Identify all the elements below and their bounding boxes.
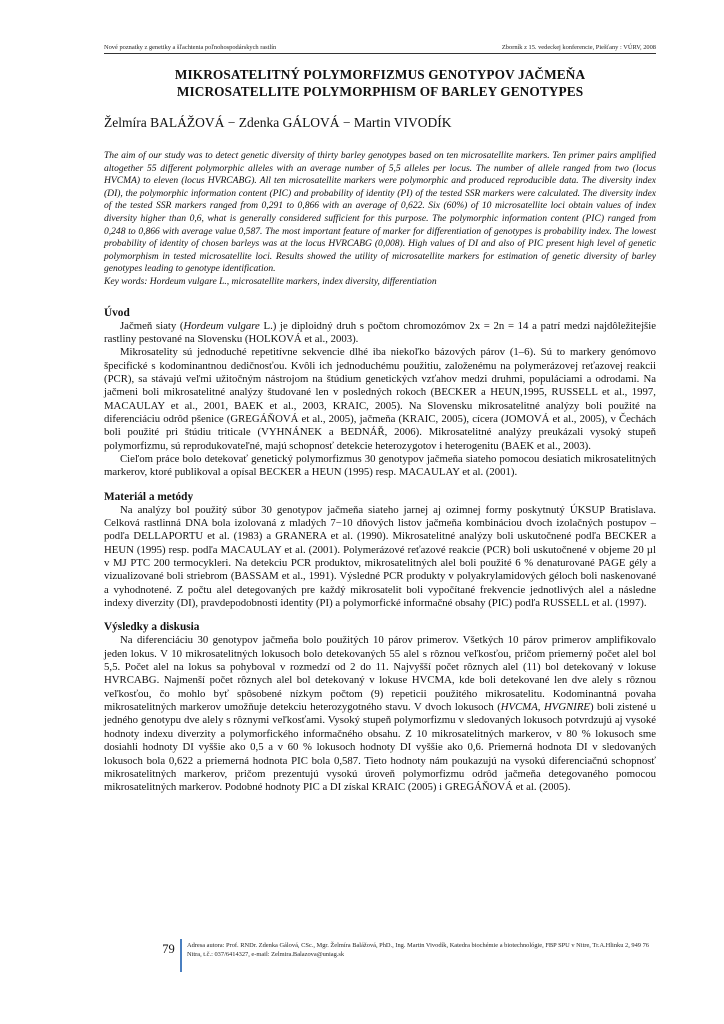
- text: L.) je diploidný druh s počtom chromozómov 2x = 2n = 14 a patrí medzi najdôležitejšie rastliny pestované na Slovensku (HOLKOVÁ et al., 2003).: [104, 319, 656, 345]
- section-heading: Materiál a metódy: [104, 490, 194, 503]
- paper-title: [104, 66, 656, 100]
- running-header-right: Zborník z 15. vedeckej konferencie, Piešťany : VÚRV, 2008: [501, 44, 656, 51]
- authors: Želmíra BALÁŽOVÁ − Zdenka GÁLOVÁ − Martin VIVODÍK: [104, 115, 452, 130]
- text: Na diferenciáciu 30 genotypov jačmeňa bolo použitých 10 párov primerov. Všetkých 10 párov primerov amplifikovalo jeden lokus. V 10 mikrosatelitných lokusoch bolo detekovaných 55 alel s rôznou veľkosťou, pričom priemerný počet alel bol 5,5. Počet alel na lokus sa pohyboval v rozmedzí od 2 do 11. Najvyšší počet rôznych alel (11) bol detekovaný v lokuse HVRCABG. Najmenší počet rôznych alel bol detekovaný v lokuse HVCMA, kde boli detekované len dve alely s rôznou veľkosťou, čo mohlo byť spôsobené nízkym počtom (9) repeticii použitého mikrosatelitu. Kodominantná povaha mikrosatelitných markerov umožňuje detekciu heterozygotného stavu. V dvoch lokusoch (: [104, 634, 656, 714]
- paragraph: [104, 320, 656, 347]
- text: ) boli zistené u jedného genotypu dve alely s rôznymi veľkosťami. Vysoký stupeň polymorfizmu v sledovaných lokusoch potvrdzujú aj vysoké hodnoty indexu diverzity a polymorfického informačného obsahu. Z 10 mikrosatelitných markerov, v 80 % lokusoch sme dosiahli hodnoty DI vyššie ako 0,5 a v 60 % lokusoch hodnoty DI vyššie ako 0,6. Priemerná hodnota DI v sledovaných lokusoch bola 0,622 a priemerná hodnota PIC bola 0,587. Tieto hodnoty nám poukazujú na vysokú diferenciačnú schopnosť mikrosatelitných markerov, pričom prezentujú vysokú úroveň polymorfizmu odrôd jačmeňa detegovaného pomocou mikrosatelitných markerov. Podobné hodnoty PIC a DI získal KRAIC (2005) i GREGÁŇOVÁ et al. (2005).: [104, 701, 656, 794]
- page: [104, 44, 656, 795]
- page-footer: [158, 941, 658, 972]
- italic-text: HVCMA, HVGNIRE: [500, 701, 590, 714]
- paragraph: Mikrosatelity sú jednoduché repetitívne sekvencie dlhé iba niekoľko bázových párov (1–6). Sú to markery genómovo špecifické s kodominantnou dedičnosťou. Kvôli ich jednoduchému použitiu, založenému na polymerázovej reťazovej reakcii (PCR), sa stávajú veľmi užitočným nástrojom na štúdium genetických vzťahov medzi druhmi, populáciami a odrodami. Na jačmeni boli mikrosatelitné analýzy študované len v posledných rokoch (BECKER a HEUN,1995, RUSSELL et al., 1997, MACAULAY et al., 2001, BAEK et al., 2003, KRAIC, 2005). Na Slovensku mikrosatelitné analýzy boli použité na diferenciáciu odrôd pšenice (GREGÁŇOVÁ et al., 2005), jačmeňa (KRAIC, 2005), cícera (JOMOVÁ et al., 2005), v Čechách boli použité pri štúdiu triticale (VYHNÁNEK a BEDNÁŘ, 2006). Mikrosatelitné analýzy preukázali vysoký stupeň polymorfizmu, sú reprodukovateľné, majú schopnosť detekcie heterozygotov i heterogenitu (BAEK et al., 2003).: [104, 346, 656, 452]
- author-address: Adresa autora: Prof. RNDr. Zdenka Gálová, CSc., Mgr. Želmíra Balážová, PhD., Ing. Martin Vivodík, Katedra biochémie a biotechnológie, FBP SPU v Nitre, Tr.A.Hlinku 2, 949 76 Nitra, t.č.: 037/6414327, e-mail: Zelmira.Balazova@uniag.sk: [186, 942, 649, 958]
- abstract-text: The aim of our study was to detect genetic diversity of thirty barley genotypes based on ten microsatellite markers. Ten primer pairs amplified altogether 55 different polymorphic alleles with an average number of 5,5 alleles per locus. The number of allele ranged from two (locus HVCMA) to eleven (locus HVRCABG). All ten microsatellite markers were polymorphic and produced reproducible data. The diversity index (DI), the polymorphic information content (PIC) and probability of identity (PI) of the tested SSR markers were calculated. The diversity index of the tested SSR markers ranged from 0,291 to 0,866 with an average of 0,622. Six (60%) of 10 microsatellite loci obtain values of index diversity higher than 0,6, what is generally considered sufficient for this purpose. The polymorphic information content (PIC) ranged from 0,248 to 0,866 with average value 0,587. The most important feature of marker for differentiation of genotypes is probability index. The lowest probability of identity of chosen barleys was at the locus HVRCABG (0,008). High values of DI and also of PIC present high level of genetic polymorphism in tested microsatellite loci. Results showed the utility of microsatellite markers for estimation of genetic diversity of barley genotypes leading to genotype identification.: [104, 150, 656, 275]
- section-heading: Úvod: [104, 306, 130, 319]
- italic-text: Hordeum vulgare: [183, 319, 260, 332]
- keywords: Key words: Hordeum vulgare L., microsatellite markers, index diversity, differentiation: [104, 275, 437, 287]
- section-introduction: [104, 306, 656, 480]
- section-methods: [104, 490, 656, 611]
- section-results: [104, 620, 656, 794]
- paragraph: Cieľom práce bolo detekovať genetický polymorfizmus 30 genotypov jačmeňa siateho pomocou desiatich mikrosatelitných markerov, ktoré publikoval a opísal BECKER a HEUN (1995) resp. MACAULAY et al. (2001).: [104, 452, 656, 479]
- title-english: MICROSATELLITE POLYMORPHISM OF BARLEY GENOTYPES: [176, 84, 584, 99]
- running-header: [104, 44, 656, 54]
- paragraph: [104, 634, 656, 794]
- title-slovak: MIKROSATELITNÝ POLYMORFIZMUS GENOTYPOV JAČMEŇA: [174, 67, 586, 82]
- running-header-left: Nové poznatky z genetiky a šľachtenia poľnohospodárskych rastlín: [104, 44, 277, 51]
- section-heading: Výsledky a diskusia: [104, 621, 200, 634]
- paragraph: Na analýzy bol použitý súbor 30 genotypov jačmeňa siateho jarnej aj ozimnej formy poskytnutý ÚKSUP Bratislava. Celková rastlinná DNA bola izolovaná z mladých 7−10 dňových listov jačmeňa kombináciou dvoch izolačných postupov – podľa DELLAPORTU et al. (1983) a GRANERA et al. (1990). Mikrosatelitné analýzy boli uskutočnené podľa BECKER a HEUN (1995) resp. podľa MACAULAY et al. (2001). Polymerázové reťazové reakcie (PCR) boli uskutočnené v objeme 20 µl v MJ PTC 200 termocykleri. Na detekciu PCR produktov, mikrosatelitných alel boli použité 6 % denaturované PAGE gély a vizualizované boli striebrom (BASSAM et al., 1991). Výsledné PCR produkty v polyakrylamidových géloch boli naskenované a vyhodnotené. Z počtu alel detegovaných pre každý mikrosatelit boli vypočítané frekvencie jednotlivých alel a následne indexy diverzity (DI), pravdepodobnosti identity (PI) a polymorfické informačné obsahy (PIC) podľa RUSSELL et al. (1997).: [104, 503, 656, 610]
- text: Jačmeň siaty (: [120, 319, 184, 332]
- page-number: 79: [162, 942, 175, 956]
- footer-accent-bar: [180, 939, 182, 972]
- abstract: [104, 150, 656, 289]
